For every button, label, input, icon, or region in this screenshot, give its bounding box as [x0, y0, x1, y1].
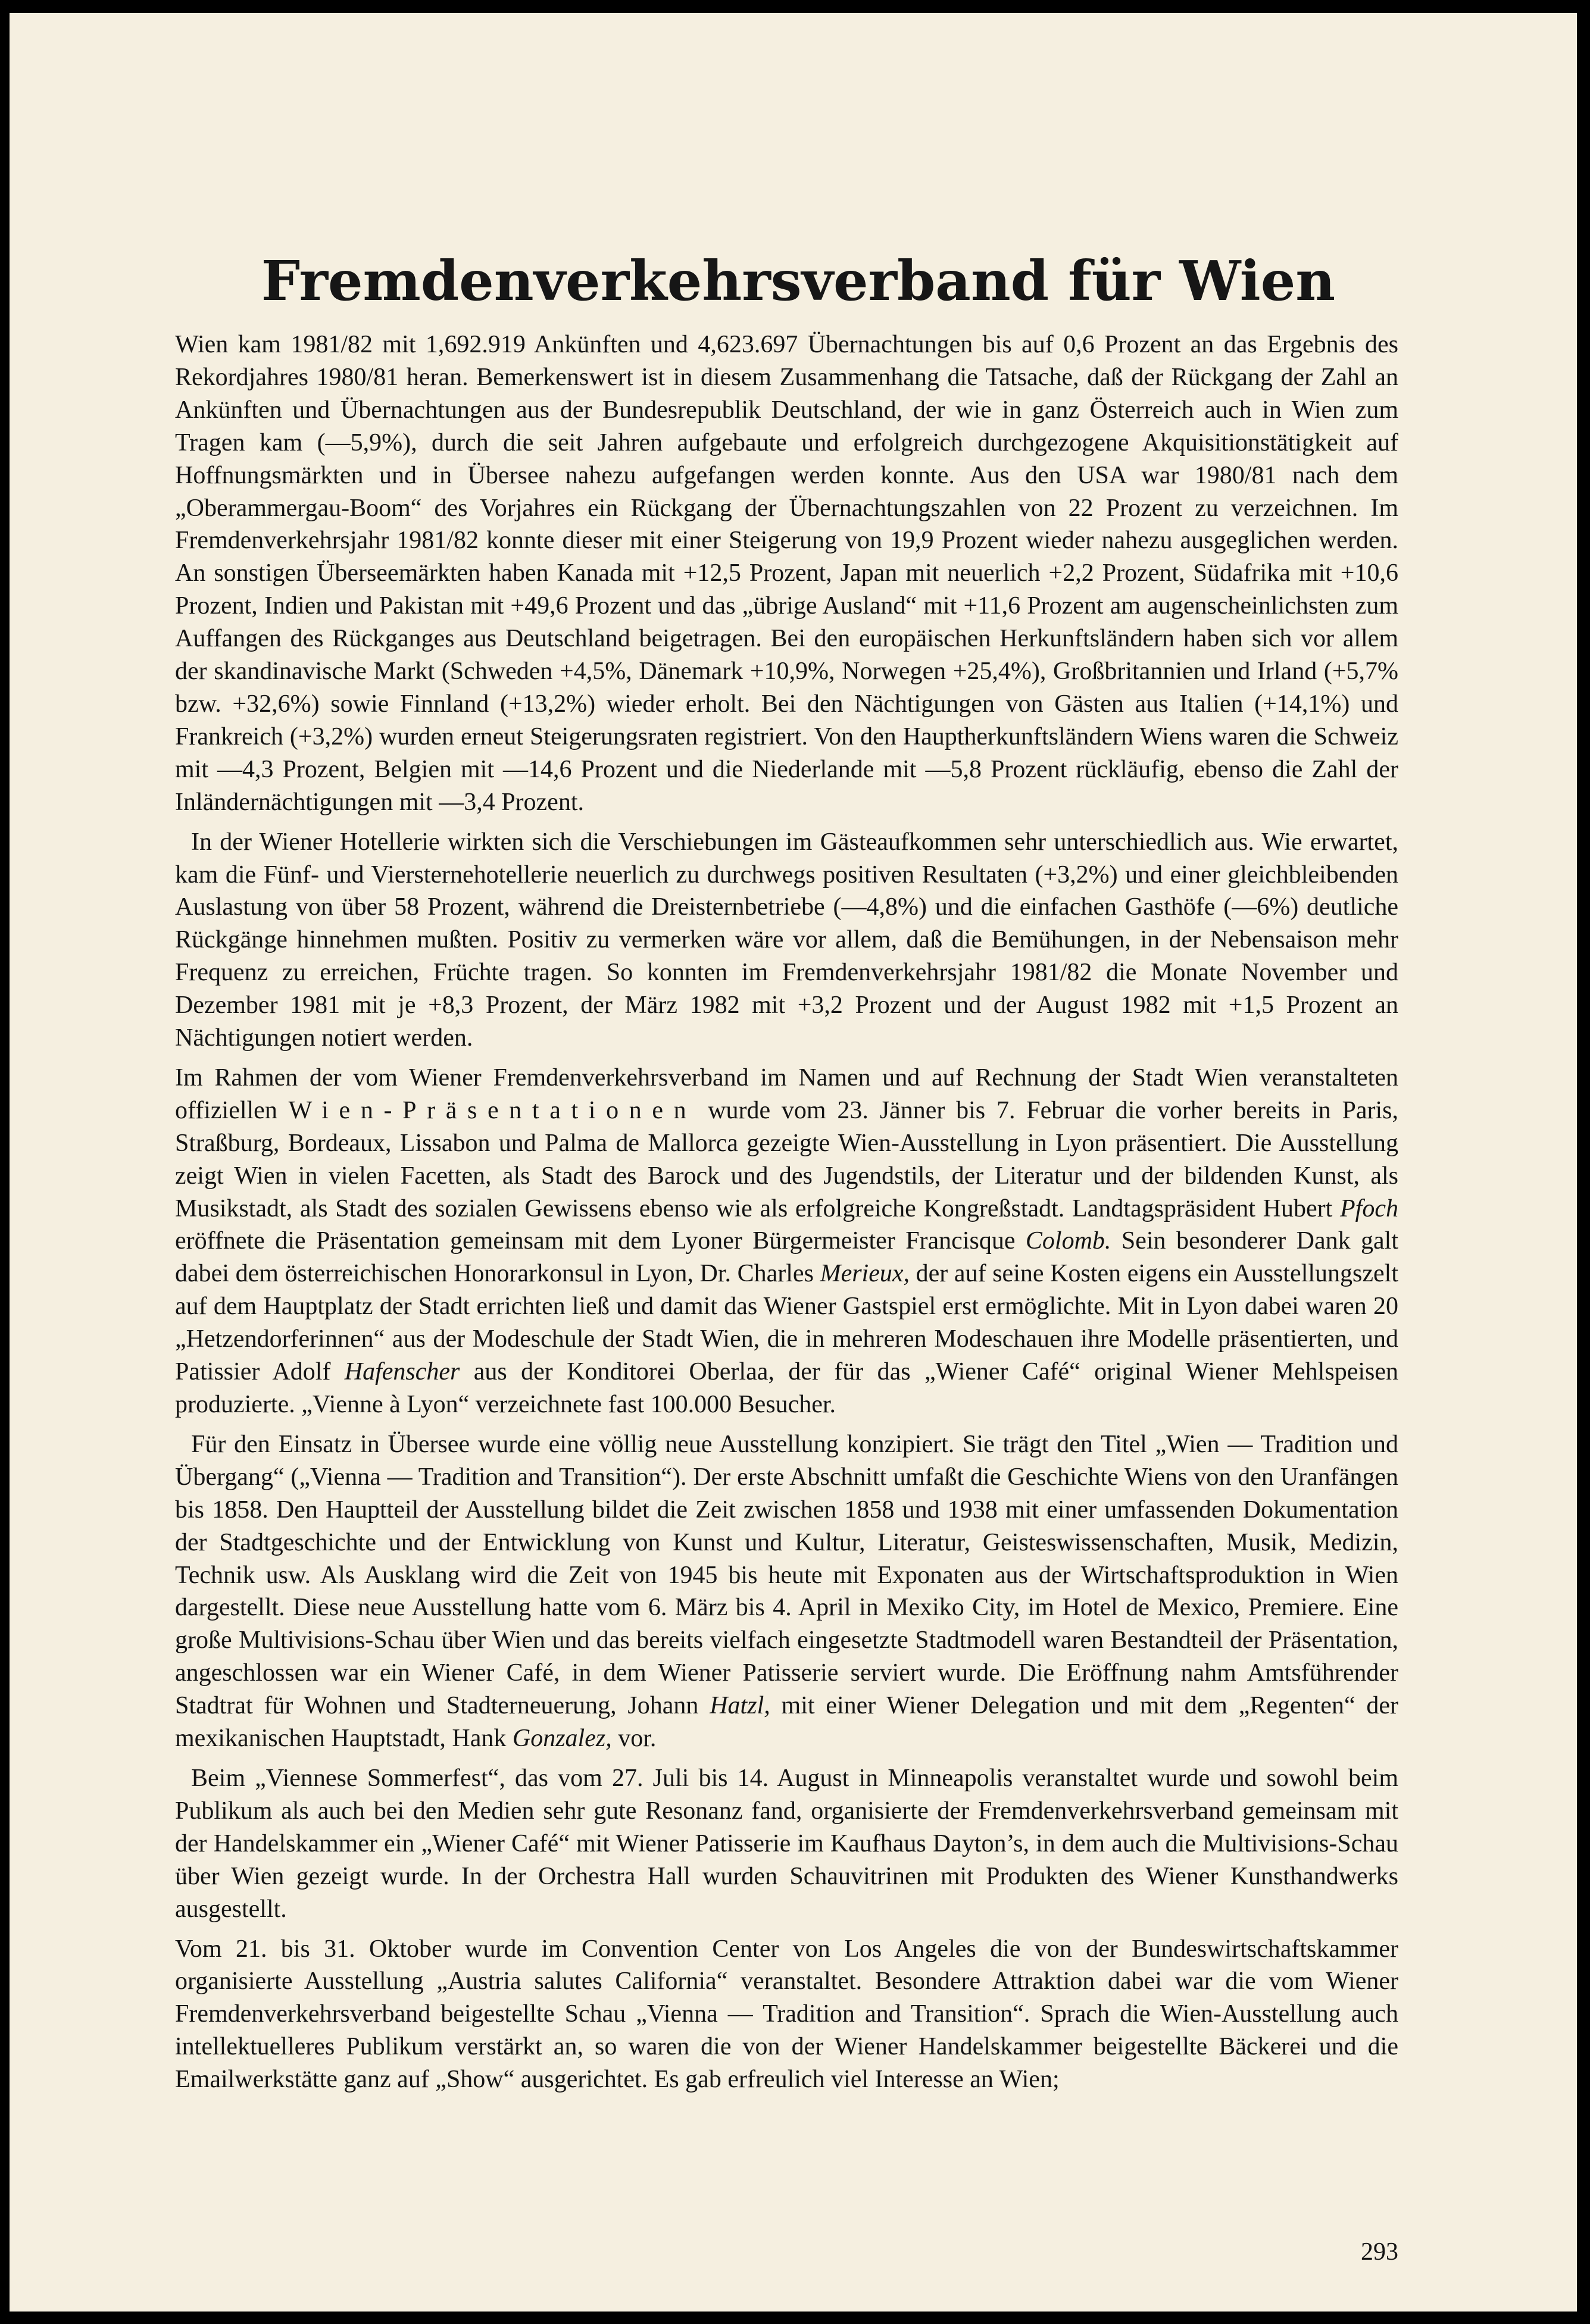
text-run: Für den Einsatz in Übersee wurde eine völlig neue Ausstellung konzipiert. Sie trägt den Titel „Wien — Tradition und Übergang“ („Vienna — Tradition and Transition“). Der erste Abschnitt umfaßt die Geschichte Wiens von den Uranfängen bis 1858. Den Hauptteil der Ausstellung bildet die Zeit zwischen 1858 und 1938 mit einer umfassenden Dokumentation der Stadtgeschichte und der Entwicklung von Kunst und Kultur, Literatur, Geisteswissenschaften, Musik, Medizin, Technik usw. Als Ausklang wird die Zeit von 1945 bis heute mit Exponaten aus der Wirtschaftsproduktion in Wien dargestellt. Diese neue Ausstellung hatte vom 6. März bis 4. April in Mexiko City, im Hotel de Mexico, Premiere. Eine große Multivisions-Schau über Wien und das bereits vielfach eingesetzte Stadtmodell waren Bestandteil der Präsentation, angeschlossen war ein Wiener Café, in dem Wiener Patisserie serviert wurde. Die Eröffnung nahm Amtsführender Stadtrat für Wohnen und Stadterneuerung, Johann — [175, 1430, 1398, 1720]
text-run: der auf seine Kosten eigens ein Ausstellungszelt auf dem Hauptplatz der Stadt errichten ließ und damit das Wiener Gastspiel erst ermöglichte. Mit in Lyon dabei waren 20 „Hetzendorferinnen“ aus der Modeschule der Stadt Wien, die in mehreren Modeschauen ihre Modelle präsentierten, und Patissier Adolf — [175, 1260, 1399, 1386]
person-name: Pfoch — [1340, 1194, 1398, 1222]
text-run: Sein besonderer Dank galt dabei dem österreichischen Honorarkonsul in Lyon, Dr. Charles — [175, 1227, 1398, 1288]
paragraph-5: Beim „Viennese Sommerfest“, das vom 27. Juli bis 14. August in Minneapolis veranstaltet wurde und sowohl beim Publikum als auch bei den Medien sehr gute Resonanz fand, organisierte der Fremdenverkehrsverband gemeinsam mit der Handelskammer ein „Wiener Café“ mit Wiener Patisserie im Kaufhaus Dayton’s, in dem auch die Multivisions-Schau über Wien gezeigt wurde. In der Orchestra Hall wurden Schauvitrinen mit Produkten des Wiener Kunsthandwerks ausgestellt. — [175, 1764, 1398, 1923]
paragraph-2: In der Wiener Hotellerie wirkten sich die Verschiebungen im Gästeaufkommen sehr unterschiedlich aus. Wie erwartet, kam die Fünf- und Viersternehotellerie neuerlich zu durchwegs positiven Resultaten (+3,2%) und einer gleichbleibenden Auslastung von über 58 Prozent, während die Dreisternbetriebe (—4,8%) und die einfachen Gasthöfe (—6%) deutliche Rückgänge hinnehmen mußten. Positiv zu vermerken wäre vor allem, daß die Bemühungen, in der Nebensaison mehr Frequenz zu erreichen, Früchte tragen. So konnten im Fremdenverkehrsjahr 1981/82 die Monate November und Dezember 1981 mit je +8,3 Prozent, der März 1982 mit +3,2 Prozent und der August 1982 mit +1,5 Prozent an Nächtigungen notiert werden. — [175, 828, 1398, 1052]
paragraph-4 — [175, 1428, 1398, 1755]
paragraph-3 — [175, 1062, 1398, 1421]
text-run: aus der Konditorei Oberlaa, der für das „Wiener Café“ original Wiener Mehlspeisen produzierte. „Vienne à Lyon“ verzeichnete fast 100.000 Besucher. — [175, 1358, 1398, 1418]
body-text — [175, 329, 1398, 2096]
person-name: Merieux, — [820, 1260, 910, 1288]
page-number: 293 — [1361, 2238, 1398, 2266]
spaced-term: Wien-Präsentationen — [288, 1096, 697, 1124]
person-name: Hatzl, — [710, 1692, 770, 1720]
document-page — [10, 13, 1577, 2312]
page-title: Fremdenverkehrsverband für Wien — [261, 249, 1336, 313]
text-run: eröffnete die Präsentation gemeinsam mit dem Lyoner Bürgermeister Francisque — [175, 1227, 1026, 1255]
paragraph-1: Wien kam 1981/82 mit 1,692.919 Ankünften und 4,623.697 Übernachtungen bis auf 0,6 Prozent an das Ergebnis des Rekordjahres 1980/81 heran. Bemerkenswert ist in diesem Zusammenhang die Tatsache, daß der Rückgang der Zahl an Ankünften und Übernachtungen aus der Bundesrepublik Deutschland, der wie in ganz Österreich auch in Wien zum Tragen kam (—5,9%), durch die seit Jahren aufgebaute und erfolgreich durchgezogene Akquisitionstätigkeit auf Hoffnungsmärkten und in Übersee nahezu aufgefangen werden konnte. Aus den USA war 1980/81 nach dem „Oberammergau-Boom“ des Vorjahres ein Rückgang der Übernachtungszahlen von 22 Prozent zu verzeichnen. Im Fremdenverkehrsjahr 1981/82 konnte dieser mit einer Steigerung von 19,9 Prozent wieder nahezu ausgeglichen werden. An sonstigen Überseemärkten haben Kanada mit +12,5 Prozent, Japan mit neuerlich +2,2 Prozent, Südafrika mit +10,6 Prozent, Indien und Pakistan mit +49,6 Prozent und das „übrige Ausland“ mit +11,6 Prozent am augenscheinlichsten zum Auffangen des Rückganges aus Deutschland beigetragen. Bei den europäischen Herkunftsländern haben sich vor allem der skandinavische Markt (Schweden +4,5%, Dänemark +10,9%, Norwegen +25,4%), Großbritannien und Irland (+5,7% bzw. +32,6%) sowie Finnland (+13,2%) wieder erholt. Bei den Nächtigungen von Gästen aus Italien (+14,1%) und Frankreich (+3,2%) wurden erneut Steigerungsraten registriert. Von den Hauptherkunftsländern Wiens waren die Schweiz mit —4,3 Prozent, Belgien mit —14,6 Prozent und die Niederlande mit —5,8 Prozent rückläufig, ebenso die Zahl der Inländernächtigungen mit —3,4 Prozent. — [175, 331, 1398, 816]
person-name: Hafenscher — [344, 1358, 460, 1386]
paragraph-6: Vom 21. bis 31. Oktober wurde im Convention Center von Los Angeles die von der Bundeswirtschaftskammer organisierte Ausstellung „Austria salutes California“ veranstaltet. Besondere Attraktion dabei war die vom Wiener Fremdenverkehrsverband beigestellte Schau „Vienna — Tradition and Transition“. Sprach die Wien-Ausstellung auch intellektuelleres Publikum verstärkt an, so waren die von der Wiener Handelskammer beigestellte Bäckerei und die Emailwerkstätte ganz auf „Show“ ausgerichtet. Es gab erfreulich viel Interesse an Wien; — [175, 1935, 1398, 2094]
person-name: Colomb. — [1025, 1227, 1111, 1255]
text-run: Im Rahmen der vom Wiener Fremdenverkehrsverband im Namen und auf Rechnung der Stadt Wien veranstalteten offiziellen — [175, 1064, 1398, 1124]
text-run: mit einer Wiener Delegation und mit dem „Regenten“ der mexikanischen Hauptstadt, Hank — [175, 1692, 1398, 1753]
person-name: Gonzalez, — [512, 1725, 612, 1753]
text-run: wurde vom 23. Jänner bis 7. Februar die vorher bereits in Paris, Straßburg, Bordeaux, Lissabon und Palma de Mallorca gezeigte Wien-Ausstellung in Lyon präsentiert. Die Ausstellung zeigt Wien in vielen Facetten, als Stadt des Barock und des Jugendstils, der Literatur und der bildenden Kunst, als Musikstadt, als Stadt des sozialen Gewissens ebenso wie als erfolgreiche Kongreßstadt. Landtagspräsident Hubert — [175, 1096, 1398, 1222]
text-run: vor. — [611, 1725, 657, 1753]
